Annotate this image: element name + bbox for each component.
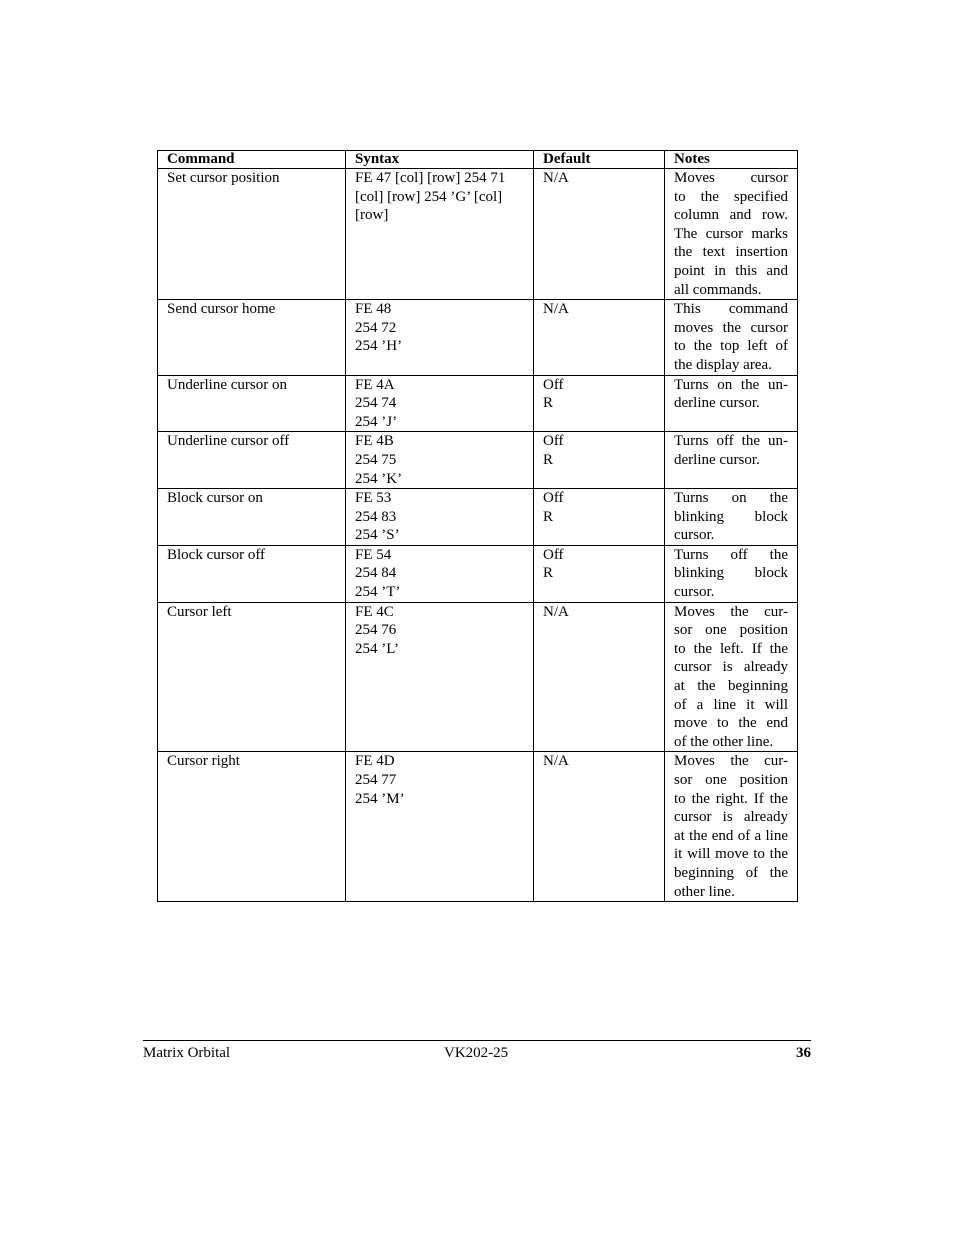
cell-command: Cursor left: [158, 602, 346, 752]
cell-command: Block cursor on: [158, 489, 346, 546]
cell-notes: [665, 432, 798, 489]
page-number: 36: [796, 1045, 811, 1061]
notes-line: sor one position: [674, 622, 788, 639]
cell-default: [534, 300, 665, 375]
cell-default: [534, 375, 665, 432]
cell-notes: [665, 169, 798, 300]
command-table: [157, 150, 798, 902]
notes-line: to the right. If the: [674, 790, 788, 807]
syntax-line: 254 76: [355, 622, 397, 639]
notes-line: column and row.: [674, 207, 788, 224]
syntax-line: 254 ’K’: [355, 470, 403, 487]
notes-line: cursor.: [674, 584, 715, 601]
cell-syntax: [346, 300, 534, 375]
syntax-line: 254 ’J’: [355, 413, 398, 430]
header-syntax: Syntax: [346, 151, 534, 169]
cell-notes: [665, 602, 798, 752]
notes-line: Turns on the un-: [674, 376, 788, 393]
syntax-line: 254 ’S’: [355, 527, 400, 544]
syntax-line: 254 77: [355, 772, 397, 788]
default-line: N/A: [543, 603, 569, 620]
notes-line: to the specified: [674, 188, 788, 205]
syntax-line: FE 4C: [355, 603, 394, 620]
syntax-line: FE 53: [355, 490, 392, 507]
cell-notes: [665, 375, 798, 432]
notes-line: at the beginning: [674, 678, 788, 695]
cell-syntax: [346, 169, 534, 300]
notes-line: point in this and: [674, 262, 788, 279]
notes-line: This command: [674, 301, 788, 318]
notes-line: to the top left of: [674, 338, 788, 355]
notes-line: Moves cursor: [674, 170, 788, 186]
notes-line: cursor.: [674, 527, 715, 544]
table-header-row: [158, 151, 798, 169]
notes-line: to the left. If the: [674, 640, 788, 657]
footer-company: Matrix Orbital: [143, 1045, 231, 1061]
syntax-line: 254 84: [355, 565, 397, 582]
notes-line: the display area.: [674, 356, 772, 373]
table-row: [158, 432, 798, 489]
notes-line: Turns on the: [674, 490, 788, 507]
notes-line: of the other line.: [674, 733, 774, 750]
notes-line: derline cursor.: [674, 451, 760, 468]
default-line: R: [543, 565, 554, 582]
table-row: [158, 602, 798, 752]
notes-line: Moves the cur-: [674, 753, 788, 770]
footer-model: VK202-25: [444, 1045, 509, 1061]
cell-syntax: [346, 752, 534, 902]
cell-default: [534, 602, 665, 752]
notes-line: The cursor marks: [674, 225, 788, 242]
syntax-line: 254 72: [355, 319, 397, 336]
cell-syntax: [346, 545, 534, 602]
default-line: Off: [543, 376, 564, 393]
syntax-line: 254 ’M’: [355, 790, 405, 807]
default-line: Off: [543, 433, 564, 450]
default-line: Off: [543, 490, 564, 507]
cell-command: Underline cursor on: [158, 375, 346, 432]
cell-command: Underline cursor off: [158, 432, 346, 489]
table-row: [158, 169, 798, 300]
cell-syntax: [346, 375, 534, 432]
notes-line: cursor is already: [674, 809, 788, 826]
syntax-line: 254 ’L’: [355, 640, 400, 657]
notes-line: move to the end: [674, 715, 788, 732]
syntax-line: 254 ’T’: [355, 584, 401, 601]
header-default: Default: [534, 151, 665, 169]
table-row: [158, 300, 798, 375]
syntax-line: 254 74: [355, 395, 397, 412]
page-footer: [143, 1040, 811, 1067]
default-line: R: [543, 508, 554, 525]
cell-notes: [665, 300, 798, 375]
syntax-line: [col] [row] 254 ’G’ [col]: [355, 188, 503, 205]
syntax-line: FE 4A: [355, 376, 395, 393]
default-line: N/A: [543, 753, 569, 770]
notes-line: derline cursor.: [674, 395, 760, 412]
syntax-line: 254 ’H’: [355, 338, 403, 355]
cell-syntax: [346, 489, 534, 546]
default-line: N/A: [543, 301, 569, 318]
cell-syntax: [346, 602, 534, 752]
table-row: [158, 545, 798, 602]
notes-line: cursor is already: [674, 659, 788, 676]
notes-line: blinking block: [674, 508, 788, 525]
syntax-line: 254 75: [355, 451, 397, 468]
notes-line: Turns off the un-: [674, 433, 788, 450]
default-line: R: [543, 395, 554, 412]
notes-line: sor one position: [674, 772, 788, 788]
cell-command: Send cursor home: [158, 300, 346, 375]
cell-notes: [665, 545, 798, 602]
table-row: [158, 489, 798, 546]
syntax-line: FE 54: [355, 546, 392, 563]
cell-default: [534, 545, 665, 602]
notes-line: Turns off the: [674, 546, 788, 563]
cell-default: [534, 489, 665, 546]
cell-notes: [665, 752, 798, 902]
header-notes: Notes: [665, 151, 798, 169]
notes-line: at the end of a line: [674, 827, 788, 844]
notes-line: the text insertion: [674, 244, 788, 261]
notes-line: of a line it will: [674, 696, 788, 713]
default-line: Off: [543, 546, 564, 563]
cell-notes: [665, 489, 798, 546]
table-body: [158, 169, 798, 902]
cell-command: Block cursor off: [158, 545, 346, 602]
notes-line: blinking block: [674, 565, 788, 582]
cell-default: [534, 432, 665, 489]
notes-line: Moves the cur-: [674, 603, 788, 620]
notes-line: other line.: [674, 883, 735, 900]
cell-syntax: [346, 432, 534, 489]
syntax-line: FE 47 [col] [row] 254 71: [355, 170, 506, 186]
default-line: R: [543, 451, 554, 468]
table-row: [158, 375, 798, 432]
syntax-line: FE 4D: [355, 753, 395, 770]
notes-line: it will move to the: [674, 846, 788, 863]
cell-default: [534, 752, 665, 902]
notes-line: moves the cursor: [674, 319, 788, 336]
notes-line: all commands.: [674, 281, 762, 298]
syntax-line: FE 4B: [355, 433, 394, 450]
syntax-line: [row]: [355, 207, 389, 224]
header-command: Command: [158, 151, 346, 169]
notes-line: beginning of the: [674, 864, 788, 881]
syntax-line: FE 48: [355, 301, 392, 318]
default-line: N/A: [543, 170, 569, 186]
cell-command: Cursor right: [158, 752, 346, 902]
table-row: [158, 752, 798, 902]
syntax-line: 254 83: [355, 508, 397, 525]
cell-command: Set cursor position: [158, 169, 346, 300]
cell-default: [534, 169, 665, 300]
